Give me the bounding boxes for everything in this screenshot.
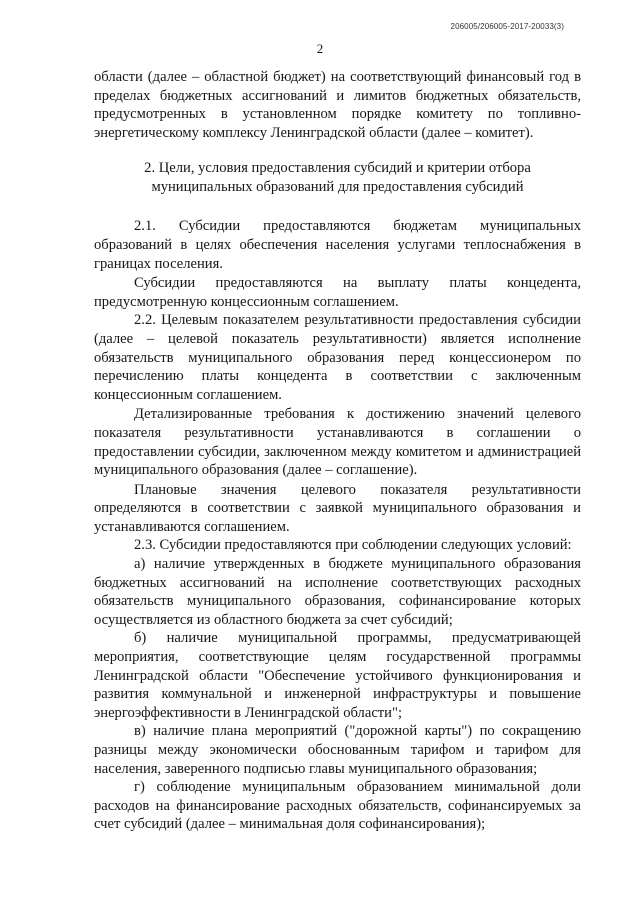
paragraph-subsidy-payment: Субсидии предоставляются на выплату платы концедента, предусмотренную концессионным соглашением.: [94, 275, 581, 310]
section-heading-line: 2. Цели, условия предоставления субсидий и критерии отбора: [144, 160, 531, 177]
list-item-v: в) наличие плана мероприятий ("дорожной карты") по сокращению разницы между экономически обоснованным тарифом и тарифом для населения, заверенного подписью главы муниципального образования;: [94, 723, 581, 777]
paragraph-2-2: 2.2. Целевым показателем результативности предоставления субсидии (далее – целевой показатель результативности) является исполнение обязательств муниципального образования перед концессионером по перечислению платы концедента в соответствии с заключенным концессионным соглашением.: [94, 312, 581, 403]
section-heading-line: муниципальных образований для предоставления субсидий: [151, 179, 524, 196]
section-heading: [94, 159, 581, 197]
list-item-b: б) наличие муниципальной программы, предусматривающей мероприятия, соответствующие целям государственной программы Ленинградской области "Обеспечение устойчивого функционирования и развития коммунальной и инженерной инфраструктуры и повышение энергоэффективности в Ленинградской области";: [94, 630, 581, 721]
document-body: [94, 68, 581, 834]
document-id: 206005/206005-2017-20033(3): [450, 22, 564, 31]
page-number: 2: [316, 41, 324, 56]
intro-paragraph: области (далее – областной бюджет) на соответствующий финансовый год в пределах бюджетных ассигнований и лимитов бюджетных обязательств, предусмотренных в установленном порядке комитету по топливно-энергетическому комплексу Ленинградской области (далее – комитет).: [94, 69, 581, 141]
paragraph-2-3: 2.3. Субсидии предоставляются при соблюдении следующих условий:: [134, 537, 572, 554]
paragraph-2-1: 2.1. Субсидии предоставляются бюджетам муниципальных образований в целях обеспечения населения услугами теплоснабжения в границах поселения.: [94, 218, 581, 272]
list-item-a: а) наличие утвержденных в бюджете муниципального образования бюджетных ассигнований на исполнение соответствующих расходных обязательств муниципального образования, софинансирование которых осуществляется из областного бюджета за счет субсидий;: [94, 556, 581, 628]
paragraph-detailed-requirements: Детализированные требования к достижению значений целевого показателя результативности устанавливаются в соглашении о предоставлении субсидии, заключенном между комитетом и администрацией муниципального образования (далее – соглашение).: [94, 406, 581, 479]
list-item-g: г) соблюдение муниципальным образованием минимальной доли расходов на финансирование расходных обязательств, софинансируемых за счет субсидий (далее – минимальная доля софинансирования);: [94, 779, 581, 833]
paragraph-planned-values: Плановые значения целевого показателя результативности определяются в соответствии с заявкой муниципального образования и устанавливаются соглашением.: [94, 481, 581, 535]
